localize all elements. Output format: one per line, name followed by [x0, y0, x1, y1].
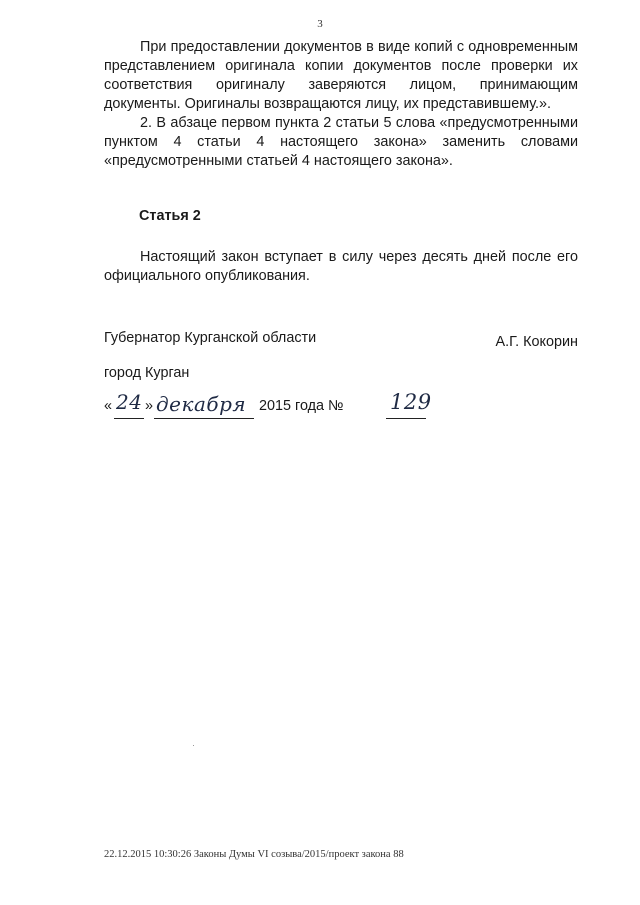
- governor-title: Губернатор Курганской области: [104, 330, 317, 346]
- paragraph-copies: При предоставлении документов в виде копий с одновременным представлением оригинала копии документов после проверки их соответствия оригиналу заверяются лицом, принимающим документы. Оригиналы возвращаются лицу, их представившему.».: [104, 39, 578, 112]
- month-underline: [154, 418, 254, 419]
- day-underline: [114, 418, 144, 419]
- governor-name: А.Г. Кокорин: [495, 334, 578, 350]
- page-number: 3: [317, 18, 323, 30]
- signing-date-line: [104, 390, 574, 424]
- date-close-quote: »: [145, 398, 154, 414]
- date-year-label: 2015 года №: [259, 398, 344, 414]
- scan-speck: [193, 745, 194, 746]
- handwritten-month: декабря: [156, 392, 247, 416]
- paragraph-amendment: 2. В абзаце первом пункта 2 статьи 5 слова «предусмотренными пунктом 4 статьи 4 настоящего закона» заменить словами «предусмотренными статьей 4 настоящего закона».: [104, 115, 578, 169]
- handwritten-law-number: 129: [390, 390, 432, 414]
- footer-file-info: 22.12.2015 10:30:26 Законы Думы VI созыва/2015/проект закона 88: [104, 849, 404, 860]
- handwritten-day: 24: [116, 390, 143, 414]
- number-underline: [386, 418, 426, 419]
- date-open-quote: «: [104, 398, 113, 414]
- article-2-body: [104, 248, 578, 286]
- article-2-heading: Статья 2: [139, 208, 201, 224]
- city-name: город Курган: [104, 365, 190, 381]
- article-2-paragraph: Настоящий закон вступает в силу через десять дней после его официального опубликования.: [104, 249, 578, 284]
- document-body: [104, 38, 578, 171]
